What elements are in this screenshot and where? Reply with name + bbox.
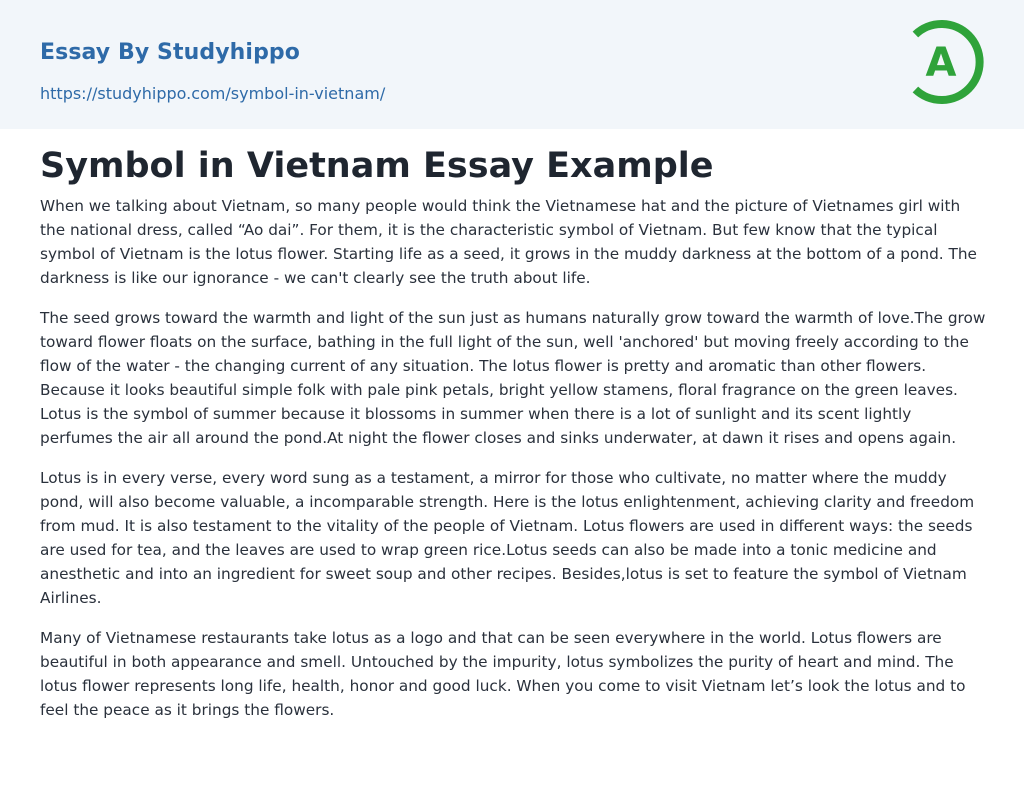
page-title: Symbol in Vietnam Essay Example (40, 146, 714, 186)
site-header (0, 0, 1024, 129)
essay-paragraph-1: When we talking about Vietnam, so many people would think the Vietnamese hat and the picture of Vietnames girl with the national dress, called “Ao dai”. For them, it is the characteristic symbol of Vietnam. But few know that the typical symbol of Vietnam is the lotus flower. Starting life as a seed, it grows in the muddy darkness at the bottom of a pond. The darkness is like our ignorance - we can't clearly see the truth about life. (40, 197, 977, 287)
source-url-link[interactable]: https://studyhippo.com/symbol-in-vietnam/ (40, 84, 386, 103)
essay-paragraph-4: Many of Vietnamese restaurants take lotus as a logo and that can be seen everywhere in the world. Lotus flowers are beautiful in both appearance and smell. Untouched by the impurity, lotus symbolizes the purity of heart and mind. The lotus flower represents long life, health, honor and good luck. When you come to visit Vietnam let’s look the lotus and to feel the peace as it brings the flowers. (40, 629, 966, 719)
studyhippo-logo-icon[interactable] (907, 18, 987, 106)
logo-letter: A (925, 40, 957, 86)
essay-paragraph-2: The seed grows toward the warmth and light of the sun just as humans naturally grow toward the warmth of love.The grow toward flower floats on the surface, bathing in the full light of the sun, well 'anchored' but moving freely according to the flow of the water - the changing current of any situation. The lotus flower is pretty and aromatic than other flowers. Because it looks beautiful simple folk with pale pink petals, bright yellow stamens, floral fragrance on the green leaves. Lotus is the symbol of summer because it blossoms in summer when there is a lot of sunlight and its scent lightly perfumes the air all around the pond.At night the flower closes and sinks underwater, at dawn it rises and opens again. (40, 309, 986, 447)
essay-paragraph-3: Lotus is in every verse, every word sung as a testament, a mirror for those who cultivate, no matter where the muddy pond, will also become valuable, a incomparable strength. Here is the lotus enlightenment, achieving clarity and freedom from mud. It is also testament to the vitality of the people of Vietnam. Lotus flowers are used in different ways: the seeds are used for tea, and the leaves are used to wrap green rice.Lotus seeds can also be made into a tonic medicine and anesthetic and into an ingredient for sweet soup and other recipes. Besides,lotus is set to feature the symbol of Vietnam Airlines. (40, 469, 975, 607)
brand-title: Essay By Studyhippo (40, 40, 300, 65)
essay-body (40, 194, 986, 738)
